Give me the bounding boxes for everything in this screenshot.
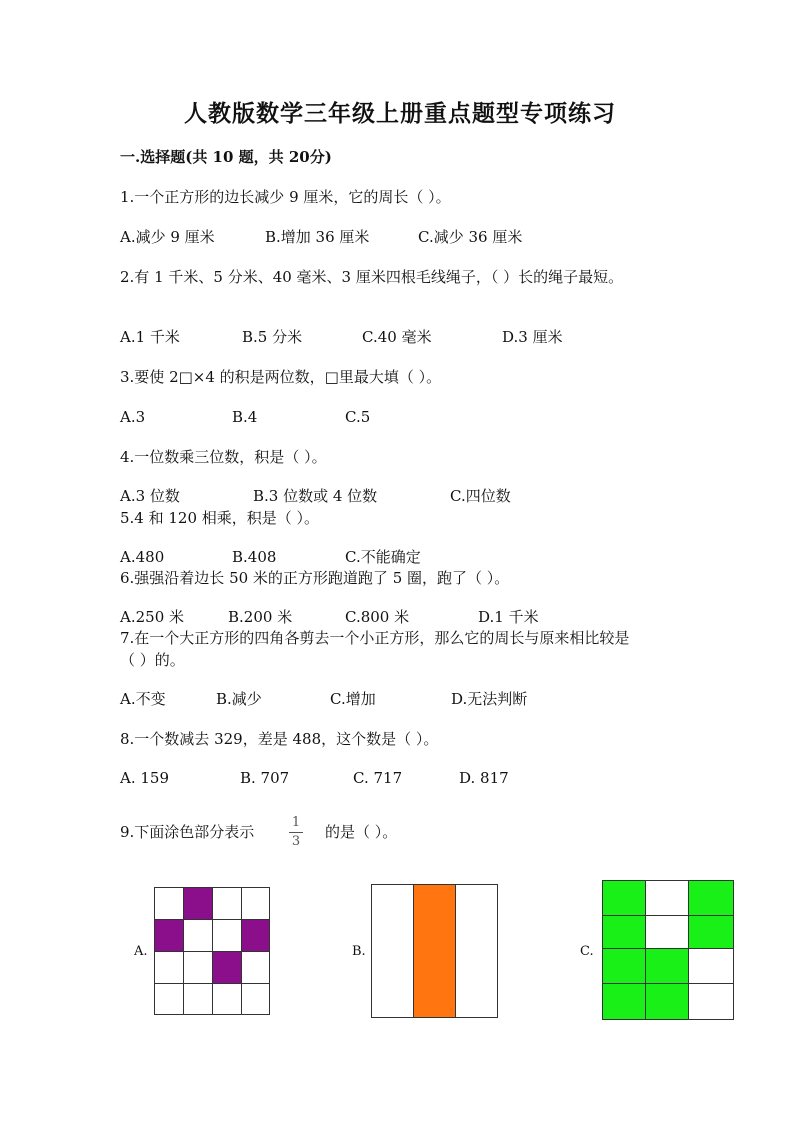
question-7-option-b: B.减少	[216, 690, 262, 708]
figure-c-label: C.	[580, 944, 594, 959]
fraction-one-third	[289, 816, 303, 849]
question-8-stem: 8.一个数减去 329，差是 488，这个数是（ ）。	[120, 730, 439, 748]
question-3-option-a: A.3	[120, 408, 146, 426]
question-5-option-a: A.480	[120, 548, 165, 566]
question-2-option-c: C.40 毫米	[362, 328, 432, 346]
question-1-stem: 1.一个正方形的边长减少 9 厘米，它的周长（ ）。	[120, 188, 451, 206]
question-3-option-b: B.4	[232, 408, 258, 426]
question-1-option-b: B.增加 36 厘米	[265, 228, 370, 246]
question-6-option-a: A.250 米	[120, 608, 184, 626]
section-heading: 一.选择题(共 10 题，共 20分)	[120, 148, 332, 166]
question-4-stem: 4.一位数乘三位数，积是（ ）。	[120, 448, 327, 466]
fraction-bar	[289, 832, 303, 833]
question-8-option-d: D. 817	[459, 769, 509, 787]
question-2-option-a: A.1 千米	[120, 328, 180, 346]
question-2-option-b: B.5 分米	[242, 328, 303, 346]
question-4-option-c: C.四位数	[450, 487, 511, 505]
question-7-option-c: C.增加	[330, 690, 376, 708]
question-3-option-c: C.5	[345, 408, 371, 426]
question-2-option-d: D.3 厘米	[502, 328, 563, 346]
question-9-stem-b: 的是（ ）。	[325, 823, 398, 841]
question-4-option-a: A.3 位数	[120, 487, 180, 505]
page-title: 人教版数学三年级上册重点题型专项练习	[184, 100, 616, 127]
question-7-stem-continued: （ ）的。	[120, 651, 185, 669]
question-6-option-b: B.200 米	[228, 608, 293, 626]
question-7-stem: 7.在一个大正方形的四角各剪去一个小正方形，那么它的周长与原来相比较是	[120, 629, 630, 647]
figure-a-label: A.	[134, 944, 148, 959]
figure-b-label: B.	[352, 944, 366, 959]
question-4-option-b: B.3 位数或 4 位数	[253, 487, 378, 505]
question-6-option-d: D.1 千米	[478, 608, 539, 626]
fraction-numerator: 1	[291, 815, 301, 830]
question-8-option-b: B. 707	[240, 769, 290, 787]
question-6-option-c: C.800 米	[345, 608, 410, 626]
question-5-stem: 5.4 和 120 相乘，积是（ ）。	[120, 509, 320, 527]
fraction-denominator: 3	[291, 834, 301, 849]
question-6-stem: 6.强强沿着边长 50 米的正方形跑道跑了 5 圈，跑了（ ）。	[120, 569, 510, 587]
question-7-option-d: D.无法判断	[451, 690, 528, 708]
question-8-option-c: C. 717	[353, 769, 403, 787]
figure-c-grid	[602, 880, 734, 1020]
question-8-option-a: A. 159	[120, 769, 169, 787]
question-5-option-c: C.不能确定	[345, 548, 421, 566]
question-3-stem: 3.要使 2□×4 的积是两位数，□里最大填（ ）。	[120, 368, 442, 386]
figure-a-grid	[154, 887, 270, 1015]
figure-b-rectangle	[371, 884, 498, 1018]
question-9-stem-a: 9.下面涂色部分表示	[120, 823, 255, 841]
question-5-option-b: B.408	[232, 548, 277, 566]
question-2-stem: 2.有 1 千米、5 分米、40 毫米、3 厘米四根毛线绳子，（ ）长的绳子最短。	[120, 268, 624, 286]
question-1-option-a: A.减少 9 厘米	[120, 228, 215, 246]
question-7-option-a: A.不变	[120, 690, 166, 708]
question-1-option-c: C.减少 36 厘米	[418, 228, 523, 246]
